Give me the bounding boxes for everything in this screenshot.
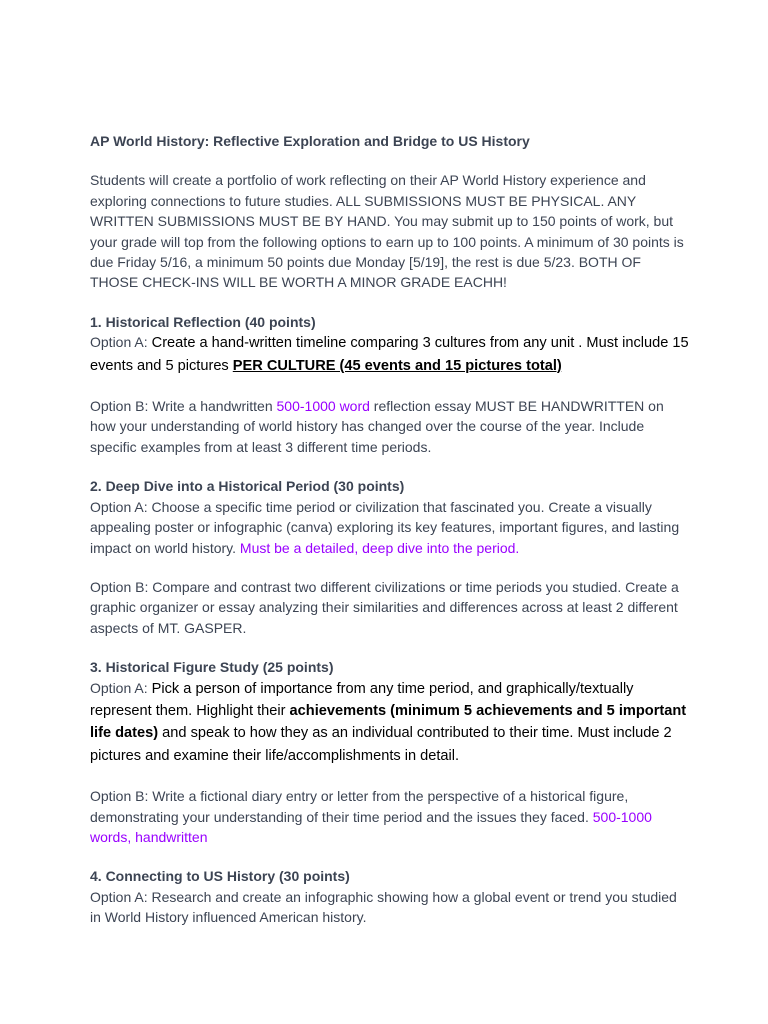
option-b-label: Option B: bbox=[90, 398, 149, 415]
option-a-text: Create a hand-written timeline comparing 3 cultures from any unit . Must include 15 events and 5 pictures bbox=[90, 335, 689, 374]
option-b-highlight: 500-1000 words, handwritten bbox=[90, 808, 652, 845]
option-a-label: Option A: bbox=[90, 498, 148, 515]
option-b-text: Write a fictional diary entry or letter from the perspective of a historical figure, demonstrating your understanding of their time period and the issues they faced. bbox=[90, 788, 629, 825]
section-historical-reflection bbox=[90, 312, 690, 457]
section-historical-figure bbox=[90, 657, 690, 847]
option-a-text-before: Pick a person of importance from any time period, and graphically/textually represent them. Highlight their bbox=[90, 680, 634, 719]
document-body bbox=[90, 131, 690, 947]
section-heading: 4. Connecting to US History (30 points) bbox=[90, 868, 350, 885]
option-a-emphasis: PER CULTURE (45 events and 15 pictures total) bbox=[232, 357, 562, 374]
option-a-text-after: and speak to how they as an individual contributed to their time. Must include 2 pictures and examine their life/accomplishments in detail. bbox=[90, 725, 672, 764]
section-heading: 3. Historical Figure Study (25 points) bbox=[90, 659, 334, 676]
option-b-text-after: reflection essay MUST BE HANDWRITTEN on how your understanding of world history has changed over the course of the year. Include specific examples from at least 3 different time periods. bbox=[90, 398, 664, 455]
option-a-label: Option A: bbox=[90, 888, 148, 905]
option-b-paragraph bbox=[90, 396, 690, 457]
option-a-paragraph bbox=[90, 678, 690, 768]
option-a-paragraph bbox=[90, 887, 690, 928]
option-a-emphasis: achievements (minimum 5 achievements and 5 important life dates) bbox=[90, 702, 687, 742]
option-a-label: Option A: bbox=[90, 334, 148, 351]
option-a-label: Option A: bbox=[90, 679, 148, 696]
section-connecting-us-history bbox=[90, 866, 690, 927]
section-heading: 2. Deep Dive into a Historical Period (30 points) bbox=[90, 478, 405, 495]
option-a-paragraph bbox=[90, 332, 690, 377]
intro-paragraph: Students will create a portfolio of work reflecting on their AP World History experience and exploring connections to future studies. ALL SUBMISSIONS MUST BE PHYSICAL. ANY WRITTEN SUBMISSIONS MUST BE BY HAND. You may submit up to 150 points of work, but your grade will top from the following options to earn up to 100 points. A minimum of 30 points is due Friday 5/16, a minimum 50 points due Monday [5/19], the rest is due 5/23. BOTH OF THOSE CHECK-INS WILL BE WORTH A MINOR GRADE EACHH! bbox=[90, 172, 684, 291]
document-title: AP World History: Reflective Exploration and Bridge to US History bbox=[90, 133, 530, 149]
option-b-text: Compare and contrast two different civilizations or time periods you studied. Create a graphic organizer or essay analyzing their similarities and differences across at least 2 different aspects of MT. GASPER. bbox=[90, 578, 679, 636]
option-a-text: Choose a specific time period or civilization that fascinated you. Create a visually appealing poster or infographic (canva) exploring its key features, important figures, and lasting impact on world history. bbox=[90, 498, 680, 556]
section-deep-dive bbox=[90, 476, 690, 638]
option-b-paragraph bbox=[90, 577, 690, 638]
option-a-paragraph bbox=[90, 497, 690, 558]
option-b-label: Option B: bbox=[90, 578, 149, 595]
option-b-label: Option B: bbox=[90, 788, 149, 805]
option-a-text: Research and create an infographic showing how a global event or trend you studied in World History influenced American history. bbox=[90, 888, 677, 926]
option-b-highlight: 500-1000 word bbox=[276, 398, 370, 415]
option-b-text-before: Write a handwritten bbox=[148, 398, 277, 415]
option-a-highlight: Must be a detailed, deep dive into the period. bbox=[239, 539, 520, 556]
section-heading: 1. Historical Reflection (40 points) bbox=[90, 313, 316, 330]
option-b-paragraph bbox=[90, 786, 690, 847]
